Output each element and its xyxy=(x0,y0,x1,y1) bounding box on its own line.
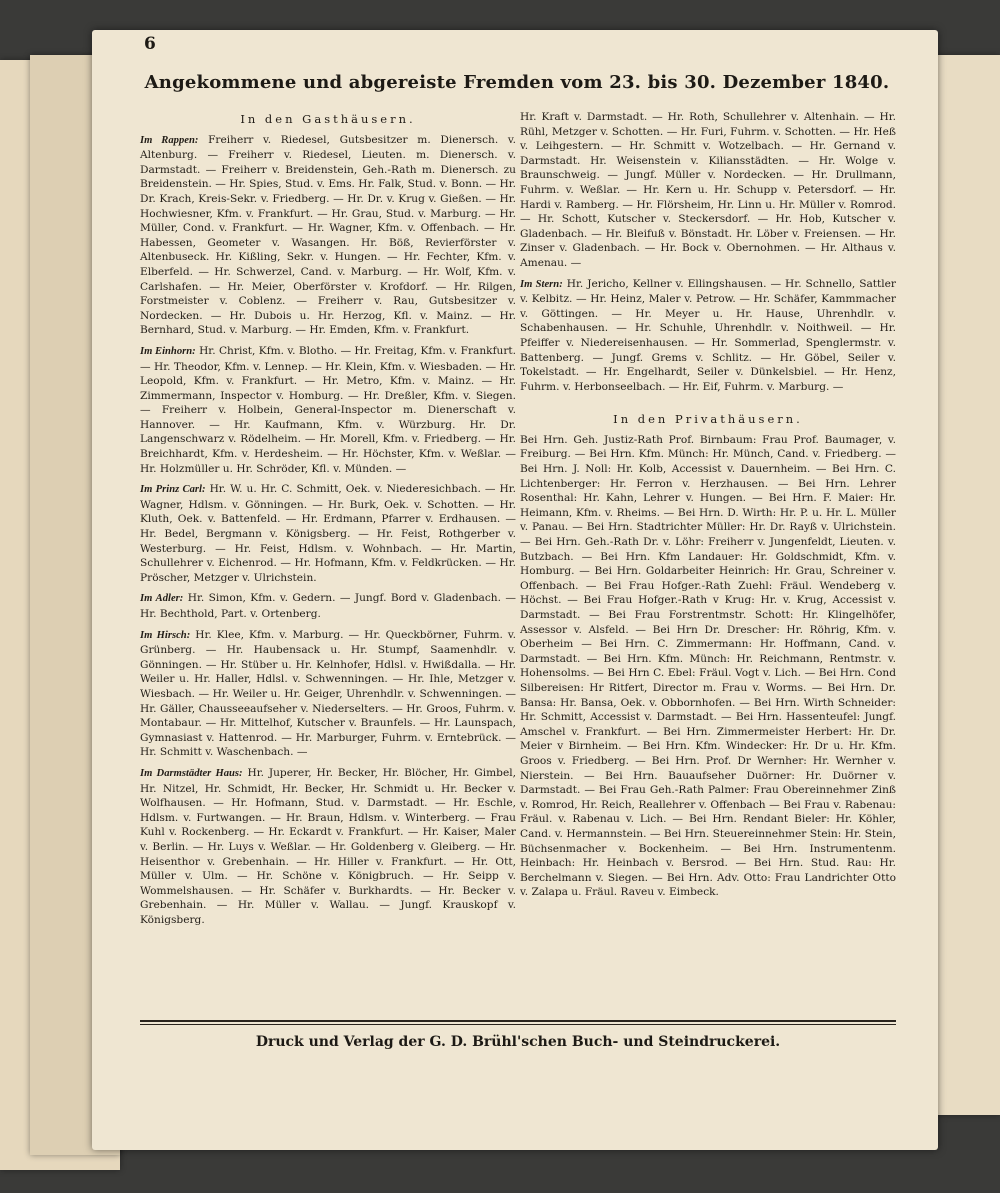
entry-einhorn xyxy=(140,344,516,476)
entry-prinz-carl xyxy=(140,482,516,585)
entry-rappen xyxy=(140,133,516,338)
entry-place: Im Hirsch: xyxy=(140,629,191,641)
entry-text: Bei Hrn. Geh. Justiz-Rath Prof. Birnbaum: Frau Prof. Baumager, v. Freiburg. — Bei Hrn. Kfm. Münch: Hr. Münch, Cand. v. Friedberg. — Bei Hrn. J. Noll: Hr. Kolb, Accessist v. Dauernheim. — Bei Hrn. C. Lichtenberger: Hr. Ferron v. Herzhausen. — Bei Hrn. Lehrer Rosenthal: Hr. Kahn, Lehrer v. Hungen. — Bei Hrn. F. Maier: Hr. Heimann, Kfm. v. Rheims. — Bei Hrn. D. Wirth: Hr. P. u. Hr. L. Müller v. Panau. — Bei Hrn. Stadtrichter Müller: Hr. Dr. Rayß v. Ulrichstein. — Bei Hrn. Geh.-Rath Dr. v. Löhr: Freiherr v. Jungenfeldt, Lieuten. v. Butzbach. — Bei Hrn. Kfm Landauer: Hr. Goldschmidt, Kfm. v. Homburg. — Bei Hrn. Goldarbeiter Heinrich: Hr. Grau, Schreiner v. Offenbach. — Bei Frau Hofger.-Rath Zuehl: Fräul. Wendeberg v. Höchst. — Bei Frau Hofger.-Rath v Krug: Hr. v. Krug, Accessist v. Darmstadt. — Bei Frau Forstrentmstr. Schott: Hr. Klingelhöfer, Assessor v. Alsfeld. — Bei Hrn Dr. Drescher: Hr. Röhrig, Kfm. v. Oberheim — Bei Hrn. C. Zimmermann: Hr. Hoffmann, Cand. v. Darmstadt. — Bei Hrn. Kfm. Münch: Hr. Reichmann, Rentmstr. v. Hohensolms. — Bei Hrn C. Ebel: Fräul. Vogt v. Lich. — Bei Hrn. Cond Silbereisen: Hr Ritfert, Director m. Frau v. Worms. — Bei Hrn. Dr. Bansa: Hr. Bansa, Oek. v. Obbornhofen. — Bei Hrn. Wirth Schneider: Hr. Schmitt, Accessist v. Darmstadt. — Bei Hrn. Hassenteufel: Jungf. Amschel v. Frankfurt. — Bei Hrn. Zimmermeister Herbert: Hr. Dr. Meier v Birnheim. — Bei Hrn. Kfm. Windecker: Hr. Dr u. Hr. Kfm. Groos v. Friedberg. — Bei Hrn. Prof. Dr Wernher: Hr. Wernher v. Nierstein. — Bei Hrn. Bauaufseher Duörner: Hr. Duörner v. Darmstadt. — Bei Frau Geh.-Rath Palmer: Frau Obereinnehmer Zinß v. Romrod, Hr. Reich, Reallehrer v. Offenbach — Bei Frau v. Rabenau: Fräul. v. Rabenau v. Lich. — Bei Hrn. Rendant Bieler: Hr. Köhler, Cand. v. Hermannstein. — Bei Hrn. Steuereinnehmer Stein: Hr. Stein, Büchsenmacher v. Bockenheim. — Bei Hrn. Instrumentenm. Heinbach: Hr. Heinbach v. Bersrod. — Bei Hrn. Stud. Rau: Hr. Berchelmann v. Siegen. — Bei Hrn. Adv. Otto: Frau Landrichter Otto v. Zalapa u. Fräul. Raveu v. Eimbeck. xyxy=(520,433,896,899)
entry-text: Hr. Juperer, Hr. Becker, Hr. Blöcher, Hr. Gimbel, Hr. Nitzel, Hr. Schmidt, Hr. Becker, Hr. Schmidt u. Hr. Becker v. Wolfhausen. — Hr. Hofmann, Stud. v. Darmstadt. — Hr. Eschle, Hdlsm. v. Furtwangen. — Hr. Braun, Hdlsm. v. Winterberg. — Frau Kuhl v. Rockenberg. — Hr. Eckardt v. Frankfurt. — Hr. Kaiser, Maler v. Berlin. — Hr. Luys v. Weßlar. — Hr. Goldenberg v. Gleiberg. — Hr. Heisenthor v. Grebenhain. — Hr. Hiller v. Frankfurt. — Hr. Ott, Müller v. Ulm. — Hr. Schöne v. Königbruch. — Hr. Seipp v. Wommelshausen. — Hr. Schäfer v. Burkhardts. — Hr. Becker v. Grebenhain. — Hr. Müller v. Wallau. — Jungf. Krauskopf v. Königsberg. xyxy=(140,766,516,926)
entry-hirsch xyxy=(140,628,516,760)
column-right xyxy=(520,110,896,906)
footer-rule-thin xyxy=(140,1024,896,1025)
footer-rule xyxy=(140,1020,896,1022)
page-title: Angekommene und abgereiste Fremden vom 23. bis 30. Dezember 1840. xyxy=(144,72,890,93)
section-heading-privathaeuser: In den Privathäusern. xyxy=(613,412,803,427)
entry-text: Freiherr v. Riedesel, Gutsbesitzer m. Dienersch. v. Altenburg. — Freiherr v. Riedesel, Lieuten. m. Dienersch. v. Darmstadt. — Freiherr v. Breidenstein, Geh.-Rath m. Dienersch. zu Breidenstein. — Hr. Spies, Stud. v. Ems. Hr. Falk, Stud. v. Bonn. — Hr. Dr. Krach, Kreis-Sekr. v. Friedberg. — Hr. Dr. v. Krug v. Gießen. — Hr. Hochwiesner, Kfm. v. Frankfurt. — Hr. Grau, Stud. v. Marburg. — Hr. Müller, Cond. v. Frankfurt. — Hr. Wagner, Kfm. v. Offenbach. — Hr. Habessen, Geometer v. Wasangen. Hr. Böß, Revierförster v. Altenbuseck. Hr. Kißling, Sekr. v. Hungen. — Hr. Fechter, Kfm. v. Elberfeld. — Hr. Schwerzel, Cand. v. Marburg. — Hr. Wolf, Kfm. v. Carlshafen. — Hr. Meier, Oberförster v. Krofdorf. — Hr. Rilgen, Forstmeister v. Coblenz. — Freiherr v. Rau, Gutsbesitzer v. Nordecken. — Hr. Dubois u. Hr. Herzog, Kfl. v. Mainz. — Hr. Bernhard, Stud. v. Marburg. — Hr. Emden, Kfm. v. Frankfurt. xyxy=(140,133,516,337)
entry-stern xyxy=(520,277,896,395)
entry-text: Hr. Simon, Kfm. v. Gedern. — Jungf. Bord v. Gladenbach. — Hr. Bechthold, Part. v. Ortenberg. xyxy=(140,592,516,620)
column-left xyxy=(140,110,516,933)
entry-text: Hr. Jericho, Kellner v. Ellingshausen. — Hr. Schnello, Sattler v. Kelbitz. — Hr. Heinz, Maler v. Petrow. — Hr. Schäfer, Kammmacher v. Göttingen. — Hr. Meyer u. Hr. Hause, Uhrenhdlr. v. Schabenhausen. — Hr. Schuhle, Uhrenhdlr. v. Noithweil. — Hr. Pfeiffer v. Niedereisenhausen. — Hr. Sommerlad, Spenglermstr. v. Battenberg. — Jungf. Grems v. Schlitz. — Hr. Göbel, Seiler v. Tokelstadt. — Hr. Engelhardt, Seiler v. Dünkelsbiel. — Hr. Henz, Fuhrm. v. Herbonseelbach. — Hr. Eif, Fuhrm. v. Marburg. — xyxy=(520,277,896,393)
entry-text: Hr. Kraft v. Darmstadt. — Hr. Roth, Schullehrer v. Altenhain. — Hr. Rühl, Metzger v. Schotten. — Hr. Furi, Fuhrm. v. Schotten. — Hr. Heß v. Leihgestern. — Hr. Schmitt v. Wotzelbach. — Hr. Gernand v. Darmstadt. Hr. Weisenstein v. Kiliansstädten. — Hr. Wolge v. Braunschweig. — Jungf. Müller v. Nordecken. — Hr. Drullmann, Fuhrm. v. Weßlar. — Hr. Kern u. Hr. Schupp v. Petersdorf. — Hr. Hardi v. Ramberg. — Hr. Flörsheim, Hr. Linn u. Hr. Müller v. Romrod. — Hr. Schott, Kutscher v. Steckersdorf. — Hr. Hob, Kutscher v. Gladenbach. — Hr. Bleifuß v. Bönstadt. Hr. Löber v. Freiensen. — Hr. Zinser v. Gladenbach. — Hr. Bock v. Obernohmen. — Hr. Althaus v. Amenau. — xyxy=(520,111,896,269)
entry-place: Im Stern: xyxy=(520,278,563,290)
entry-darmstaedter-haus-continued xyxy=(520,110,896,271)
underlying-page-right xyxy=(930,55,1000,1115)
entry-place: Im Einhorn: xyxy=(140,345,196,357)
entry-place: Im Adler: xyxy=(140,593,184,605)
page-number: 6 xyxy=(144,34,156,54)
entry-adler xyxy=(140,591,516,621)
printer-imprint: Druck und Verlag der G. D. Brühl'schen Buch- und Steindruckerei. xyxy=(255,1034,781,1050)
entry-privathaeuser xyxy=(520,433,896,900)
newspaper-page xyxy=(92,30,938,1150)
entry-text: Hr. W. u. Hr. C. Schmitt, Oek. v. Niederesichbach. — Hr. Wagner, Hdlsm. v. Gönningen. — Hr. Burk, Oek. v. Schotten. — Hr. Kluth, Oek. v. Battenfeld. — Hr. Erdmann, Pfarrer v. Erdhausen. — Hr. Bedel, Bergmann v. Königsberg. — Hr. Feist, Rothgerber v. Westerburg. — Hr. Feist, Hdlsm. v. Wohnbach. — Hr. Martin, Schullehrer v. Eichenrod. — Hr. Hofmann, Kfm. v. Feldkrücken. — Hr. Pröscher, Metzger v. Ulrichstein. xyxy=(140,483,516,584)
section-heading-gasthaeuser: In den Gasthäusern. xyxy=(240,112,416,126)
entry-place: Im Rappen: xyxy=(140,134,199,146)
entry-place: Im Darmstädter Haus: xyxy=(140,767,243,779)
entry-darmstaedter-haus xyxy=(140,766,516,928)
entry-place: Im Prinz Carl: xyxy=(140,484,206,496)
entry-text: Hr. Christ, Kfm. v. Blotho. — Hr. Freitag, Kfm. v. Frankfurt. — Hr. Theodor, Kfm. v. Lennep. — Hr. Klein, Kfm. v. Wiesbaden. — Hr. Leopold, Kfm. v. Frankfurt. — Hr. Metro, Kfm. v. Mainz. — Hr. Zimmermann, Inspector v. Homburg. — Hr. Dreßler, Kfm. v. Siegen. — Freiherr v. Holbein, General-Inspector m. Dienerschaft v. Hannover. — Hr. Kaufmann, Kfm. v. Würzburg. Hr. Dr. Langenschwarz v. Rödelheim. — Hr. Morell, Kfm. v. Friedberg. — Hr. Breichhardt, Kfm. v. Herdesheim. — Hr. Höchster, Kfm. v. Weßlar. — Hr. Holzmüller u. Hr. Schröder, Kfl. v. Münden. — xyxy=(140,344,517,475)
entry-text: Hr. Klee, Kfm. v. Marburg. — Hr. Queckbörner, Fuhrm. v. Grünberg. — Hr. Haubensack u. Hr. Stumpf, Saamenhdlr. v. Gönningen. — Hr. Stüber u. Hr. Kelnhofer, Hdlsl. v. Hwißdalla. — Hr. Weiler u. Hr. Haller, Hdlsl. v. Schwenningen. — Hr. Ihle, Metzger v. Wiesbach. — Hr. Weiler u. Hr. Geiger, Uhrenhdlr. v. Schwenningen. — Hr. Gäller, Chausseeaufseher v. Niederselters. — Hr. Groos, Fuhrm. v. Montabaur. — Hr. Mittelhof, Kutscher v. Braunfels. — Hr. Launspach, Gymnasiast v. Hattenrod. — Hr. Marburger, Fuhrm. v. Erntebrück. — Hr. Schmitt v. Waschenbach. — xyxy=(140,628,516,759)
